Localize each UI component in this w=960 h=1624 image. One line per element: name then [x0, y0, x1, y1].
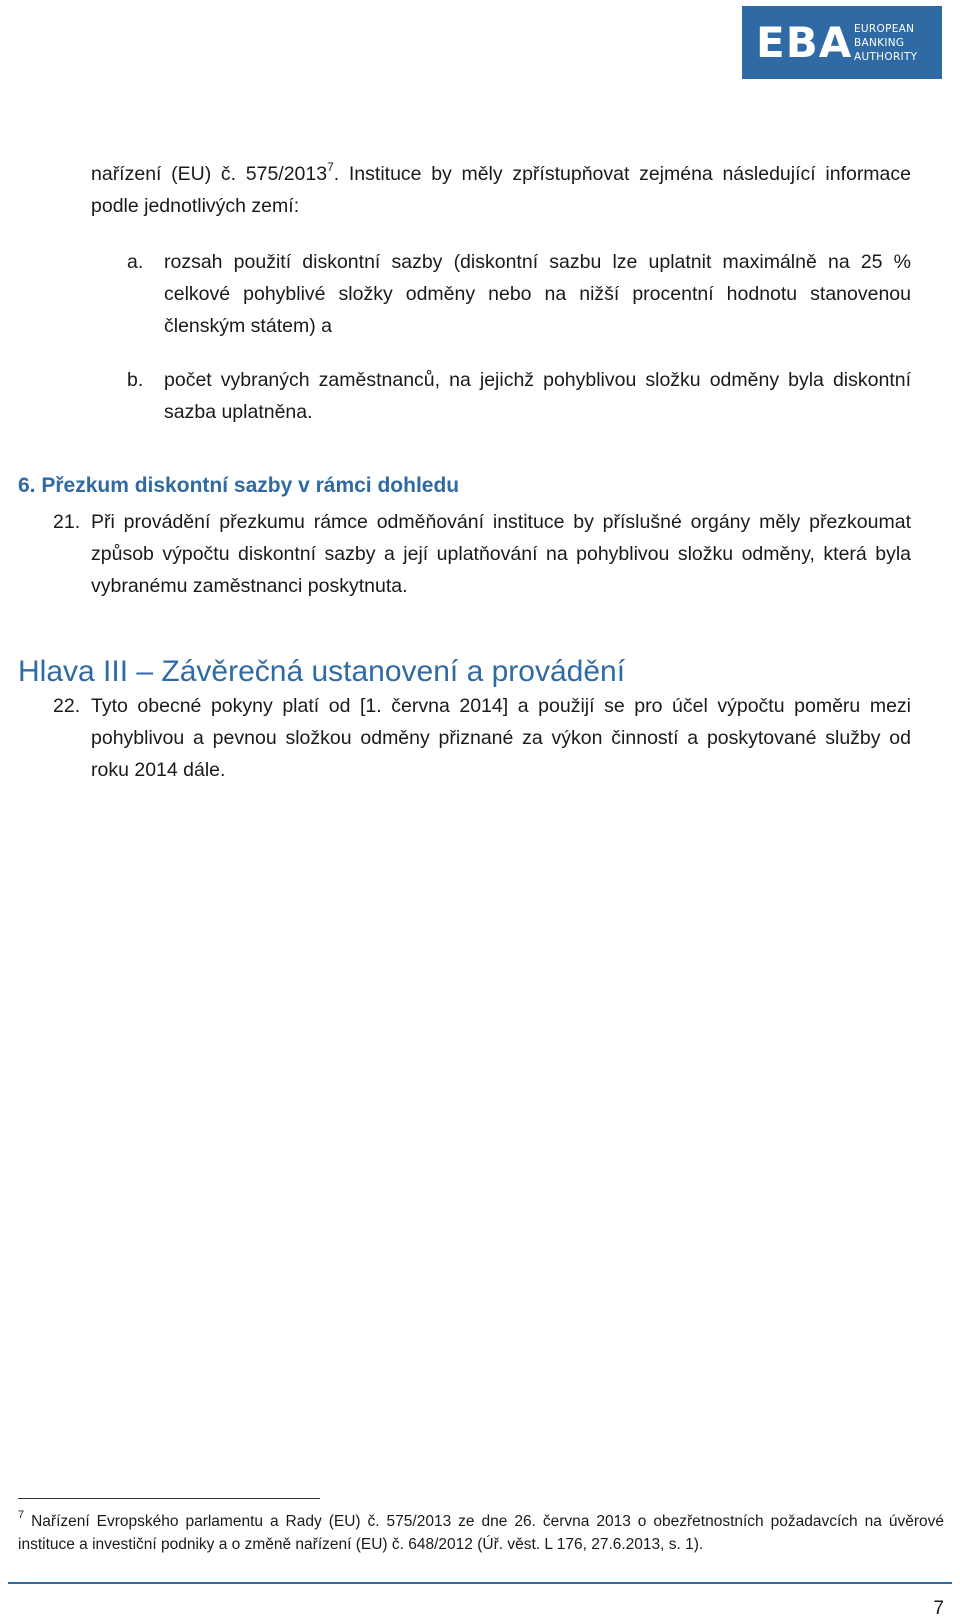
- paragraph-22: Tyto obecné pokyny platí od [1. června 2014] a použijí se pro účel výpočtu poměru mezi pohyblivou a pevnou složkou odměny přiznané za výkon činností a poskytované služby od roku 2014 dále.: [91, 695, 911, 781]
- footnote-text: Nařízení Evropského parlamentu a Rady (EU) č. 575/2013 ze dne 26. června 2013 o obezřetnostních požadavcích na úvěrové instituce a investiční podniky a o změně nařízení (EU) č. 648/2012 (Úř. věst. L 176, 27.6.2013, s. 1).: [18, 1513, 944, 1553]
- intro-text-end: . Instituce by měly zpřístupňovat zejména následující informace podle jednotlivých zemí:: [91, 163, 911, 217]
- list-item-b: počet vybraných zaměstnanců, na jejichž pohyblivou složku odměny byla diskontní sazba uplatněna.: [164, 369, 911, 423]
- footnote-number: 7: [18, 1509, 25, 1521]
- list-marker-b: b.: [127, 369, 144, 391]
- footnote: [18, 1510, 944, 1556]
- chapter-heading: Hlava III – Závěrečná ustanovení a provádění: [18, 655, 626, 688]
- list-item-a: rozsah použití diskontní sazby (diskontní sazbu lze uplatnit maximálně na 25 % celkové pohyblivé složky odměny nebo na nižší procentní hodnotu stanovenou členským státem) a: [164, 251, 911, 337]
- logo-line-3: AUTHORITY: [854, 50, 918, 63]
- footnote-ref[interactable]: 7: [327, 160, 334, 174]
- logo-line-2: BANKING: [854, 36, 905, 49]
- eba-logo: [742, 6, 942, 79]
- logo-line-1: EUROPEAN: [854, 22, 915, 35]
- logo-mark: EBA: [756, 18, 853, 67]
- paragraph-number-22: 22.: [53, 695, 81, 717]
- section-heading: 6. Přezkum diskontní sazby v rámci dohledu: [18, 474, 460, 497]
- page-bottom-rule: [8, 1582, 952, 1584]
- intro-text-start: nařízení (EU) č. 575/2013: [91, 163, 328, 185]
- paragraph-number-21: 21.: [53, 511, 81, 533]
- intro-paragraph: [91, 158, 911, 222]
- list-marker-a: a.: [127, 251, 144, 273]
- page-number: 7: [933, 1598, 944, 1619]
- paragraph-21: Při provádění přezkumu rámce odměňování instituce by příslušné orgány měly přezkoumat způsob výpočtu diskontní sazby a její uplatňování na pohyblivou složku odměny, která byla vybranému zaměstnanci poskytnuta.: [91, 511, 911, 597]
- footnote-separator: [18, 1498, 320, 1499]
- logo-text: [854, 22, 917, 64]
